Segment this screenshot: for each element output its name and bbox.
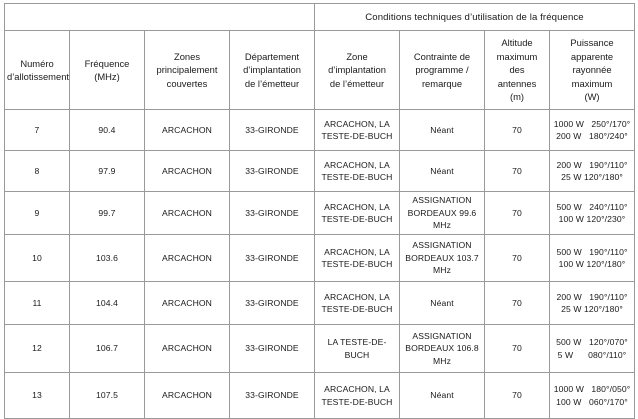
cell-puissance-line: 25 W 120°/180° <box>561 172 623 182</box>
cell-frequence: 97.9 <box>70 151 145 192</box>
cell-puissance-line: 500 W 240°/110° <box>556 201 628 212</box>
column-header-line: maximum <box>571 77 613 89</box>
cell-altitude: 70 <box>485 151 550 192</box>
cell-puissance-line: 1000 W 180°/050° <box>553 384 631 394</box>
cell-contrainte-line: Néant <box>430 297 454 308</box>
cell-zone-implantation-line: ARCACHON, LA <box>324 384 390 394</box>
cell-zone-implantation <box>315 282 400 325</box>
cell-numero: 10 <box>5 235 70 282</box>
cell-numero: 12 <box>5 325 70 373</box>
cell-puissance-line: 100 W 120°/180° <box>558 259 626 269</box>
cell-puissance-line: 1000 W 250°/170° <box>553 118 631 129</box>
column-header-line: Zone <box>346 50 368 62</box>
column-header-line: d’allotissement <box>7 71 70 82</box>
cell-contrainte-line: MHz <box>433 265 451 276</box>
cell-contrainte-line: ASSIGNATION <box>412 195 472 206</box>
cell-departement: 33-GIRONDE <box>230 151 315 192</box>
column-header-contrainte <box>400 31 485 110</box>
cell-numero: 9 <box>5 192 70 235</box>
column-header-row <box>5 31 635 110</box>
cell-frequence: 99.7 <box>70 192 145 235</box>
cell-contrainte <box>400 282 485 325</box>
cell-departement: 33-GIRONDE <box>230 373 315 419</box>
cell-frequence: 103.6 <box>70 235 145 282</box>
column-header-line: Contrainte de <box>413 50 471 62</box>
cell-departement: 33-GIRONDE <box>230 282 315 325</box>
cell-zone-implantation <box>315 373 400 419</box>
frequency-allotment-table <box>4 3 635 419</box>
column-header-line: maximum <box>496 50 538 62</box>
cell-contrainte-line: Néant <box>430 390 454 401</box>
column-header-line: Numéro <box>20 57 54 69</box>
cell-puissance <box>550 235 635 282</box>
column-header-line: (m) <box>509 91 525 103</box>
cell-zone-implantation-line: LA TESTE-DE-BUCH <box>327 337 387 360</box>
column-header-line: rayonnée <box>572 64 612 76</box>
table-row <box>5 325 635 373</box>
cell-zone-implantation-line: TESTE-DE-BUCH <box>321 396 393 407</box>
cell-contrainte <box>400 110 485 151</box>
cell-zones-couvertes: ARCACHON <box>145 235 230 282</box>
column-header-frequence <box>70 31 145 110</box>
table-row <box>5 151 635 192</box>
cell-contrainte-line: BORDEAUX 99.6 MHz <box>407 207 477 231</box>
cell-zone-implantation-line: TESTE-DE-BUCH <box>321 131 393 141</box>
cell-contrainte-line: MHz <box>433 355 451 366</box>
cell-contrainte-line: ASSIGNATION <box>412 330 472 341</box>
column-header-puissance <box>550 31 635 110</box>
cell-zones-couvertes: ARCACHON <box>145 192 230 235</box>
group-header-row <box>5 4 635 31</box>
column-header-line: remarque <box>421 77 463 89</box>
cell-zone-implantation <box>315 151 400 192</box>
cell-altitude: 70 <box>485 110 550 151</box>
cell-puissance-line: 500 W 120°/070° <box>556 337 628 347</box>
cell-zones-couvertes: ARCACHON <box>145 151 230 192</box>
cell-contrainte <box>400 235 485 282</box>
table-row <box>5 282 635 325</box>
column-header-line: (MHz) <box>94 71 120 82</box>
cell-puissance-line: 5 W 080°/110° <box>557 349 627 360</box>
table-row <box>5 235 635 282</box>
column-header-line: Fréquence <box>84 57 130 69</box>
cell-zone-implantation-line: ARCACHON, LA <box>324 291 390 302</box>
cell-zone-implantation-line: TESTE-DE-BUCH <box>321 259 393 269</box>
cell-zone-implantation-line: TESTE-DE-BUCH <box>321 214 393 224</box>
cell-altitude: 70 <box>485 373 550 419</box>
cell-zone-implantation-line: ARCACHON, LA <box>324 118 390 129</box>
cell-puissance <box>550 325 635 373</box>
cell-numero: 13 <box>5 373 70 419</box>
column-header-line: d’implantation <box>243 64 301 76</box>
cell-altitude: 70 <box>485 325 550 373</box>
cell-zone-implantation-line: ARCACHON, LA <box>324 246 390 257</box>
group-header-conditions-techniques: Conditions techniques d’utilisation de la fréquence <box>315 4 635 31</box>
column-header-line: Département <box>244 50 300 62</box>
cell-puissance-line: 25 W 120°/180° <box>561 304 623 314</box>
cell-contrainte-line: BORDEAUX 103.7 <box>405 252 479 263</box>
column-header-line: d’implantation <box>328 64 386 76</box>
table-body <box>5 110 635 419</box>
column-header-line: antennes <box>497 77 537 89</box>
cell-frequence: 104.4 <box>70 282 145 325</box>
cell-departement: 33-GIRONDE <box>230 192 315 235</box>
cell-puissance-line: 200 W 190°/110° <box>556 159 628 170</box>
cell-puissance <box>550 373 635 419</box>
column-header-zone-implantation <box>315 31 400 110</box>
column-header-numero <box>5 31 70 110</box>
column-header-line: principalement <box>156 64 218 76</box>
column-header-line: Puissance <box>570 37 614 49</box>
column-header-line: de l’émetteur <box>329 77 385 89</box>
cell-contrainte-line: Néant <box>430 165 454 176</box>
cell-puissance <box>550 192 635 235</box>
cell-puissance <box>550 110 635 151</box>
table-row <box>5 110 635 151</box>
column-header-line: Altitude <box>501 37 533 49</box>
column-header-altitude <box>485 31 550 110</box>
column-header-zones-couvertes <box>145 31 230 110</box>
cell-frequence: 107.5 <box>70 373 145 419</box>
cell-zone-implantation <box>315 325 400 373</box>
cell-zones-couvertes: ARCACHON <box>145 282 230 325</box>
cell-altitude: 70 <box>485 282 550 325</box>
cell-puissance <box>550 151 635 192</box>
cell-puissance-line: 100 W 060°/170° <box>556 396 628 407</box>
cell-zones-couvertes: ARCACHON <box>145 110 230 151</box>
cell-departement: 33-GIRONDE <box>230 235 315 282</box>
cell-puissance-line: 100 W 120°/230° <box>558 214 626 224</box>
header-spacer <box>5 4 315 31</box>
cell-zone-implantation <box>315 192 400 235</box>
cell-zone-implantation-line: TESTE-DE-BUCH <box>321 172 393 182</box>
cell-numero: 8 <box>5 151 70 192</box>
cell-zones-couvertes: ARCACHON <box>145 325 230 373</box>
cell-numero: 7 <box>5 110 70 151</box>
column-header-line: couvertes <box>166 77 208 89</box>
cell-zone-implantation-line: TESTE-DE-BUCH <box>321 304 393 314</box>
cell-altitude: 70 <box>485 192 550 235</box>
column-header-line: programme / <box>415 64 469 76</box>
cell-puissance-line: 200 W 190°/110° <box>556 291 628 302</box>
cell-zone-implantation <box>315 235 400 282</box>
cell-puissance <box>550 282 635 325</box>
cell-puissance-line: 500 W 190°/110° <box>556 246 628 257</box>
cell-zone-implantation-line: ARCACHON, LA <box>324 201 390 212</box>
column-header-line: de l’émetteur <box>244 77 300 89</box>
cell-contrainte <box>400 325 485 373</box>
cell-numero: 11 <box>5 282 70 325</box>
cell-contrainte <box>400 192 485 235</box>
table-header <box>5 4 635 110</box>
cell-contrainte <box>400 373 485 419</box>
cell-contrainte-line: BORDEAUX 106.8 <box>405 343 479 354</box>
column-header-line: Zones <box>173 50 201 62</box>
table-row <box>5 192 635 235</box>
cell-altitude: 70 <box>485 235 550 282</box>
cell-puissance-line: 200 W 180°/240° <box>556 131 628 141</box>
table-row <box>5 373 635 419</box>
column-header-departement <box>230 31 315 110</box>
cell-contrainte-line: Néant <box>430 124 454 135</box>
cell-departement: 33-GIRONDE <box>230 325 315 373</box>
cell-zone-implantation <box>315 110 400 151</box>
cell-zones-couvertes: ARCACHON <box>145 373 230 419</box>
cell-contrainte-line: ASSIGNATION <box>412 240 472 251</box>
column-header-line: apparente <box>570 50 614 62</box>
cell-contrainte <box>400 151 485 192</box>
cell-zone-implantation-line: ARCACHON, LA <box>324 159 390 170</box>
cell-frequence: 90.4 <box>70 110 145 151</box>
cell-frequence: 106.7 <box>70 325 145 373</box>
cell-departement: 33-GIRONDE <box>230 110 315 151</box>
column-header-line: (W) <box>584 91 600 103</box>
column-header-line: des <box>509 64 525 76</box>
